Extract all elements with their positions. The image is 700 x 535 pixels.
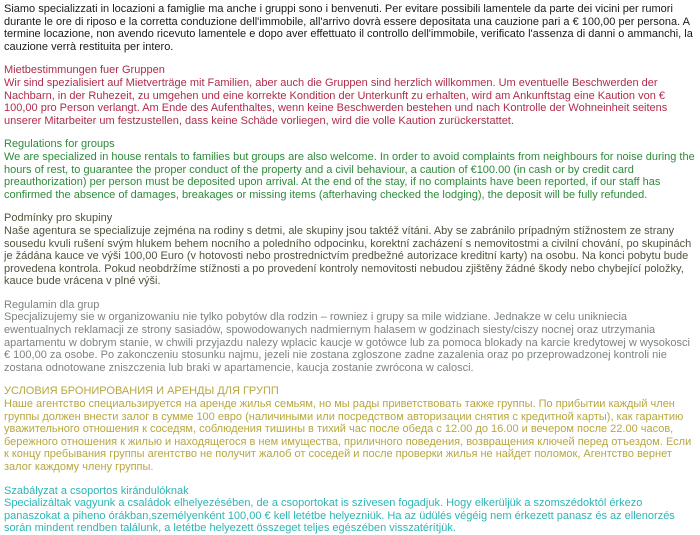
section-czech-heading: Podmínky pro skupiny	[4, 212, 113, 225]
section-english-body: We are specialized in house rentals to families but groups are also welcome. In order to avoid complaints from neighbours for noise during the hours of rest, to guarantee the proper conduct of the property and a civil behaviour, a caution of €100.00 (in cash or by credit card preauthorization) per person must be deposited upon arrival. At the end of the stay, if no complaints have been reported, if our staff has confirmed the absence of damages, breakages or missing items (afterhaving checked the lodging), the deposit will be fully refunded.	[4, 150, 695, 201]
section-hungarian	[4, 485, 696, 535]
section-russian-heading: УСЛОВИЯ БРОНИРОВАНИЯ И АРЕНДЫ ДЛЯ ГРУПП	[4, 385, 279, 398]
section-polish-heading: Regulamin dla grup	[4, 298, 100, 311]
section-czech-body: Naše agentura se specializuje zejména na rodiny s detmi, ale skupiny jsou taktéž vítáni. Aby se zabránilo prípadným stížnostem ze strany sousedu kvuli rušení svým hlukem behem nocního a poledního odpocinku, korektní zacházení s nemovitostmi a civilní chování, po skupinách je žádána kauce ve výši 100,00 Euro (v hotovosti nebo prostrednictvím predbežné autorizace kreditní karty) na osobu. Na konci pobytu bude provedena kontrola. Pokud neobdržíme stížnosti a po provedení kontroly nemovitosti nebudou zjištěny žádné škody nebo chybející položky, kauce bude vrácena v plné výši.	[4, 224, 692, 288]
section-italian-body: Siamo specializzati in locazioni a famiglie ma anche i gruppi sono i benvenuti. Per evitare possibili lamentele da parte dei vicini per rumori durante le ore di riposo e la corretta conduzione dell'immobile, all'arrivo dovrà essere depositata una cauzione pari a € 100,00 per persona. A termine locazione, non avendo ricevuto lamentele e dopo aver effettuato il controllo dell'immobile, verificato l'assenza di danni o ammanchi, la cauzione verrà restituita per intero.	[4, 3, 693, 53]
section-russian-body: Наше агентство специальзируется на аренде жилья семьям, но мы рады приветствовать также группы. По прибытии каждый член группы должен внести залог в сумме 100 евро (наличиными или посредством авторизации снятия с кредитной карты), как гарантию уважительного отношения к соседям, соблюдения тишины в тихий час после обеда с 12.00 до 16.00 и вечером после 22.00 часов, бережного отношения к жилью и находящегося в нем имущества, приличного поведения, возвращения ключей перед отъездом. Если к концу пребывания группы агентство не получит жалоб от соседей и после проверки жилья не найдет поломок, Агентство вернет залог каждому члену группы.	[4, 398, 692, 473]
section-german	[4, 64, 696, 127]
section-hungarian-body: Specializáltak vagyunk a családok elhelyezésében, de a csoportokat is szívesen fogadjuk. Hogy elkerüljük a szomszédoktól érkezo panaszokat a piheno órákban,személyenként 100,00 € kell letétbe helyezniük. Ha az üdülés végéig nem érkezett panasz és az ellenorzés során mindent rendben találunk, a letétbe helyezett összeget teljes egészében visszatérítjük.	[4, 497, 675, 535]
section-english	[4, 138, 696, 201]
section-german-body: Wir sind spezialisiert auf Mietverträge mit Familien, aber auch die Gruppen sind herzlich willkommen. Um eventuelle Beschwerden der Nachbarn, in der Ruhezeit, zu umgehen und eine korrekte Kondition der Unterkunft zu erhalten, wird am Ankunftstag eine Kaution von € 100,00 pro Person verlangt. Am Ende des Aufenthaltes, wenn keine Beschwerden bestehen und nach Kontrolle der Wohneinheit seitens unserer Mitarbeiter um festzustellen, dass keine Schäde vorliegen, wird die volle Kaution zurückerstattet.	[4, 76, 668, 127]
section-polish-body: Specjalizujemy sie w organizowaniu nie tylko pobytów dla rodzin – rowniez i grupy sa mile widziane. Jednakze w celu unikniecia ewentualnych reklamacji ze strony sasiadów, spowodowanych nadmiernym halasem w godzinach siesty/ciszy nocnej oraz utrzymania apartamentu w dobrym stanie, w chwili przyjazdu nalezy wplacic kaucje w gotówce lub za pomoca blokady na karcie kredytowej w wysokosci € 100,00 za osobe. Po zakonczeniu stosunku najmu, jezeli nie zostana zgloszone zadne zazalenia oraz po przeprowadzonej kontroli nie zostana odnotowane zniszczenia lub braki w apartamencie, kaucja zostanie zwrócona w calosci.	[4, 311, 690, 374]
section-russian	[4, 385, 696, 473]
section-german-heading: Mietbestimmungen fuer Gruppen	[4, 64, 165, 77]
section-polish	[4, 299, 696, 375]
section-czech	[4, 212, 696, 288]
section-english-heading: Regulations for groups	[4, 138, 115, 151]
section-italian	[4, 3, 696, 53]
section-hungarian-heading: Szabályzat a csoportos kirándulóknak	[4, 484, 189, 497]
